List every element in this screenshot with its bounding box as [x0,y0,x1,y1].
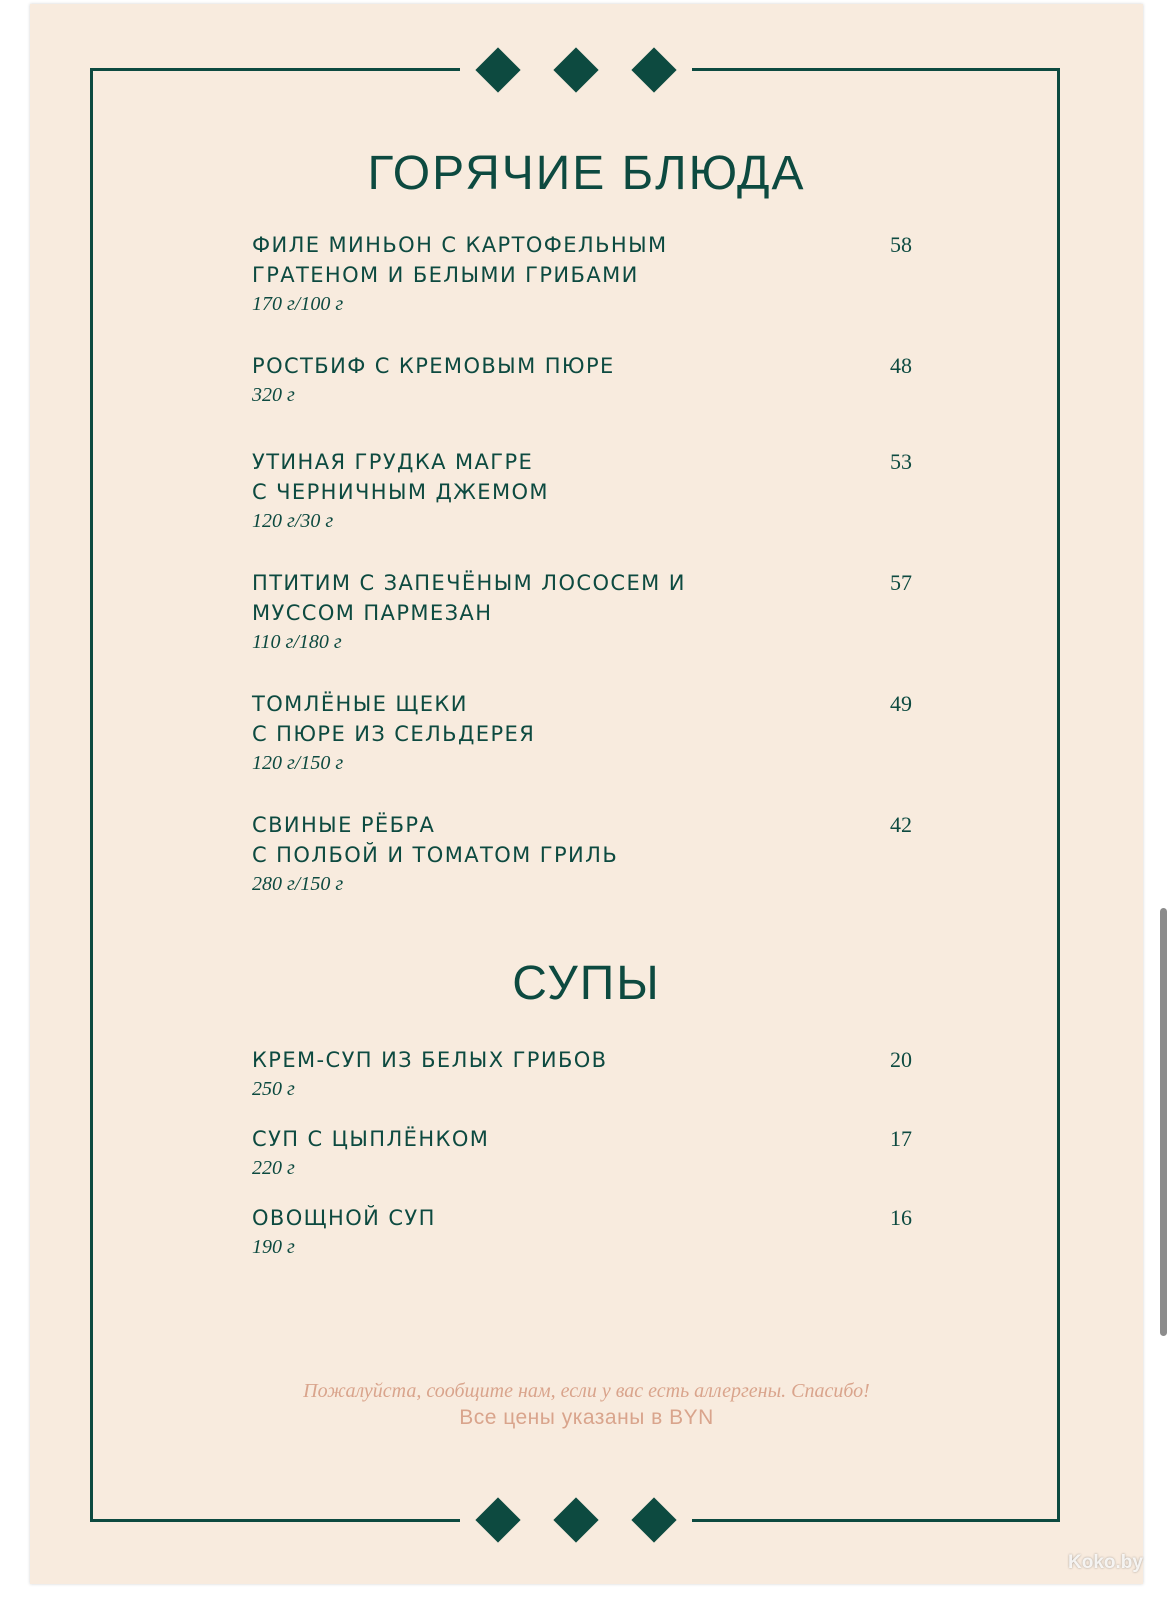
item-name: ТОМЛЁНЫЕ ЩЕКИ С ПЮРЕ ИЗ СЕЛЬДЕРЕЯ [252,692,536,746]
item-name: РОСТБИФ С КРЕМОВЫМ ПЮРЕ [252,354,615,378]
section-title-soups: СУПЫ [512,957,661,1010]
frame-bottom-left-line [90,1519,460,1522]
item-name: ОВОЩНОЙ СУП [252,1206,436,1230]
diamond-ornament-icon [553,1497,598,1542]
item-weight: 170 г/100 г [252,293,344,315]
item-weight: 280 г/150 г [252,873,344,895]
item-weight: 250 г [252,1078,295,1100]
item-price: 42 [890,812,912,837]
item-price: 53 [890,449,912,474]
menu-item [252,689,912,775]
diamond-ornament-icon [475,47,520,92]
menu-item [252,568,912,654]
item-weight: 110 г/180 г [252,631,342,653]
menu-item [252,810,912,896]
scrollbar[interactable] [1160,908,1167,1336]
menu-item [252,1203,912,1259]
item-price: 57 [890,570,912,595]
item-weight: 220 г [252,1157,295,1179]
item-price: 20 [890,1047,912,1072]
menu-page [30,4,1143,1584]
item-weight: 120 г/30 г [252,510,334,532]
menu-item [252,1045,912,1101]
item-name: СУП С ЦЫПЛЁНКОМ [252,1127,490,1151]
frame-top-right-line [692,68,1060,71]
menu-item [252,447,912,533]
currency-note: Все цены указаны в BYN [459,1406,714,1429]
frame-top-left-line [90,68,460,71]
item-price: 17 [890,1126,912,1151]
item-weight: 320 г [252,384,295,406]
diamond-ornament-icon [475,1497,520,1542]
frame-right-line [1057,68,1060,1522]
item-weight: 120 г/150 г [252,752,344,774]
item-name: КРЕМ-СУП ИЗ БЕЛЫХ ГРИБОВ [252,1048,608,1072]
item-weight: 190 г [252,1236,295,1258]
item-price: 49 [890,691,912,716]
menu-item [252,1124,912,1180]
item-name: ФИЛЕ МИНЬОН С КАРТОФЕЛЬНЫМ ГРАТЕНОМ И БЕЛЫМИ ГРИБАМИ [252,233,668,287]
menu-item [252,351,912,407]
allergen-note: Пожалуйста, сообщите нам, если у вас есть аллергены. Спасибо! [303,1380,870,1402]
menu-item [252,230,912,316]
item-name: ПТИТИМ С ЗАПЕЧЁНЫМ ЛОСОСЕМ И МУССОМ ПАРМЕЗАН [252,571,686,625]
item-name: СВИНЫЕ РЁБРА С ПОЛБОЙ И ТОМАТОМ ГРИЛЬ [252,813,619,867]
item-name: УТИНАЯ ГРУДКА МАГРЕ С ЧЕРНИЧНЫМ ДЖЕМОМ [252,450,549,504]
diamond-ornament-icon [553,47,598,92]
frame-bottom-right-line [692,1519,1060,1522]
diamond-ornament-icon [631,47,676,92]
section-title-hot-dishes: ГОРЯЧИЕ БЛЮДА [367,147,806,200]
frame-left-line [90,68,93,1522]
watermark-logo: Koko.by [1068,1552,1143,1573]
item-price: 48 [890,353,912,378]
item-price: 58 [890,232,912,257]
item-price: 16 [890,1205,912,1230]
diamond-ornament-icon [631,1497,676,1542]
